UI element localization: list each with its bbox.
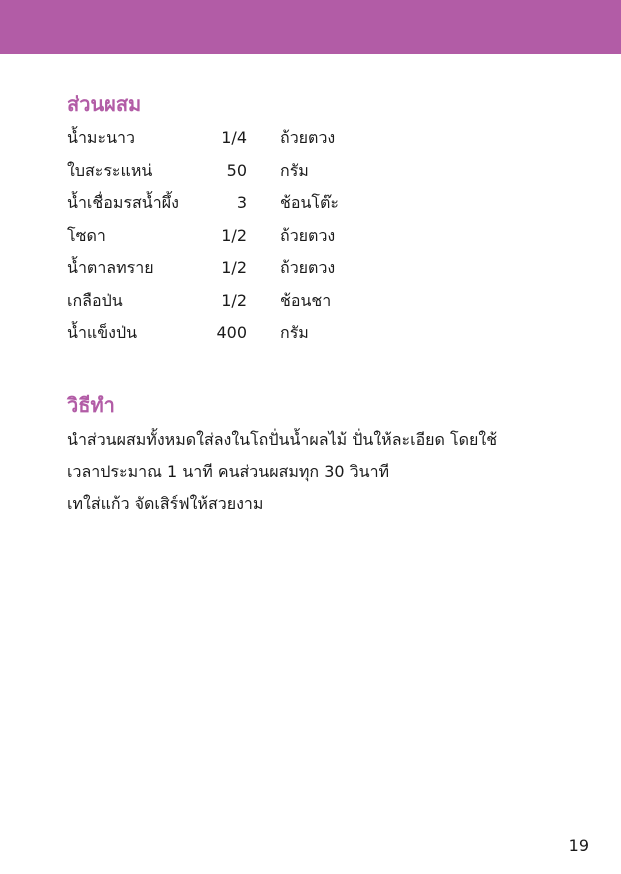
method-heading: วิธีทำ [67, 393, 115, 417]
ingredient-row [67, 317, 427, 350]
ingredient-row [67, 122, 427, 155]
ingredient-row [67, 252, 427, 285]
ingredient-quantity: 1/4 [221, 128, 247, 147]
ingredient-quantity: 3 [236, 193, 247, 212]
method-line: เวลาประมาณ 1 นาที คนส่วนผสมทุก 30 วินาที [67, 462, 390, 481]
ingredient-quantity: 1/2 [221, 258, 247, 277]
header-band [0, 0, 621, 54]
ingredient-quantity: 400 [216, 323, 247, 342]
ingredient-quantity: 50 [226, 160, 247, 180]
ingredients-heading: ส่วนผสม [67, 92, 142, 116]
ingredient-name: เกลือป่น [67, 290, 123, 310]
ingredient-row [67, 155, 427, 188]
method-line: เทใส่แก้ว จัดเสิร์ฟให้สวยงาม [67, 494, 264, 513]
ingredient-unit: ถ้วยตวง [280, 225, 336, 245]
ingredient-row [67, 285, 427, 318]
ingredient-unit: ถ้วยตวง [280, 258, 336, 277]
ingredient-unit: กรัม [280, 160, 309, 180]
method-paragraph [67, 424, 567, 520]
ingredient-name: น้ำแข็งป่น [67, 323, 138, 342]
ingredient-quantity: 1/2 [221, 290, 247, 310]
ingredient-quantity: 1/2 [221, 225, 247, 245]
ingredient-name: ใบสะระแหน่ [67, 160, 153, 180]
ingredient-name: น้ำตาลทราย [67, 258, 154, 277]
ingredient-unit: ช้อนโต๊ะ [280, 193, 339, 212]
ingredient-name: น้ำมะนาว [67, 128, 135, 147]
ingredient-row [67, 187, 427, 220]
ingredients-list [67, 122, 427, 350]
page-number: 19 [568, 836, 589, 855]
ingredient-unit: ถ้วยตวง [280, 128, 336, 147]
method-line: นำส่วนผสมทั้งหมดใส่ลงในโถปั่นน้ำผลไม้ ปั่นให้ละเอียด โดยใช้ [67, 430, 498, 449]
ingredient-unit: ช้อนชา [280, 290, 332, 310]
ingredient-row [67, 220, 427, 253]
ingredient-name: น้ำเชื่อมรสน้ำผึ้ง [67, 193, 179, 212]
ingredient-name: โซดา [67, 225, 106, 245]
ingredient-unit: กรัม [280, 323, 309, 342]
